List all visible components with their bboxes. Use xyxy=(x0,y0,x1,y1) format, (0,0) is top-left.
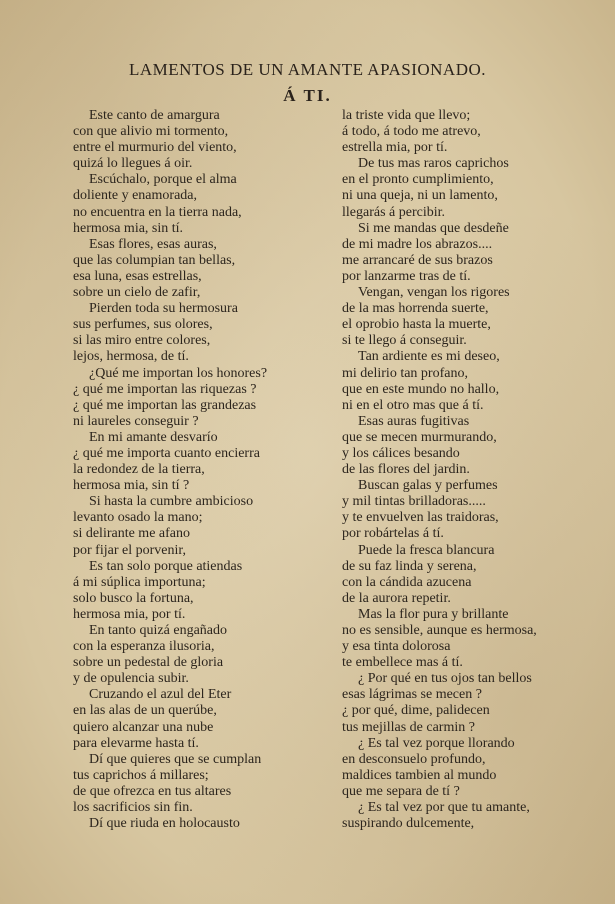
verse-line: con la esperanza ilusoria, xyxy=(73,639,215,655)
verse-line: Si hasta la cumbre ambicioso xyxy=(89,494,254,510)
poem-title: LAMENTOS DE UN AMANTE APASIONADO. xyxy=(129,60,486,79)
verse-line: Tan ardiente es mi deseo, xyxy=(358,349,500,365)
verse-line: Dí que quieres que se cumplan xyxy=(89,751,262,767)
verse-line: si las miro entre colores, xyxy=(73,333,211,349)
verse-line: en desconsuelo profundo, xyxy=(342,751,486,767)
verse-line: que me separa de tí ? xyxy=(342,783,460,799)
verse-line: Puede la fresca blancura xyxy=(358,542,495,558)
verse-line: llegarás á percibir. xyxy=(342,204,446,220)
verse-line: ¿ qué me importan las riquezas ? xyxy=(73,381,257,397)
verse-line: Es tan solo porque atiendas xyxy=(89,558,243,574)
verse-line: si delirante me afano xyxy=(73,526,191,542)
verse-line: De tus mas raros caprichos xyxy=(358,156,509,172)
verse-line: levanto osado la mano; xyxy=(73,510,203,526)
verse-line: mi delirio tan profano, xyxy=(342,365,468,381)
verse-line: la redondez de la tierra, xyxy=(73,462,205,478)
verse-line: hermosa mia, por tí. xyxy=(73,606,186,622)
left-column xyxy=(73,108,313,832)
verse-line: tus mejillas de carmin ? xyxy=(342,719,475,735)
verse-line: quiero alcanzar una nube xyxy=(73,719,214,735)
verse-line: Esas flores, esas auras, xyxy=(89,236,217,252)
verse-line: de la aurora repetir. xyxy=(342,590,451,606)
verse-line: lejos, hermosa, de tí. xyxy=(73,349,189,365)
verse-line: Mas la flor pura y brillante xyxy=(358,606,509,622)
verse-line: con la cándida azucena xyxy=(342,574,472,590)
verse-line: maldices tambien al mundo xyxy=(342,767,497,783)
verse-line: con que alivio mi tormento, xyxy=(73,124,229,140)
verse-line: Si me mandas que desdeñe xyxy=(358,220,509,236)
verse-line: Cruzando el azul del Eter xyxy=(89,687,232,703)
verse-line: ¿ qué me importan las grandezas xyxy=(73,397,257,413)
verse-line: ¿ Es tal vez porque llorando xyxy=(358,735,515,751)
verse-line: Escúchalo, porque el alma xyxy=(89,172,237,188)
verse-line: el oprobio hasta la muerte, xyxy=(342,317,491,333)
verse-line: ¿ Es tal vez por que tu amante, xyxy=(358,800,530,816)
verse-line: ¿ por qué, dime, palidecen xyxy=(342,703,490,719)
verse-line: entre el murmurio del viento, xyxy=(73,140,237,156)
verse-line: y los cálices besando xyxy=(342,445,460,461)
verse-line: ¿ Por qué en tus ojos tan bellos xyxy=(358,671,532,687)
verse-line: sobre un pedestal de gloria xyxy=(73,655,224,671)
verse-line: á todo, á todo me atrevo, xyxy=(342,124,481,140)
verse-line: Vengan, vengan los rigores xyxy=(358,285,510,301)
verse-line: y te envuelven las traidoras, xyxy=(342,510,499,526)
right-column xyxy=(342,108,592,832)
verse-line: tus caprichos á millares; xyxy=(73,767,209,783)
verse-line: de que ofrezca en tus altares xyxy=(73,783,232,799)
verse-line: Pierden toda su hermosura xyxy=(89,301,238,317)
verse-line: en el pronto cumplimiento, xyxy=(342,172,494,188)
verse-line: te embellece mas á tí. xyxy=(342,655,463,671)
verse-line: no encuentra en la tierra nada, xyxy=(73,204,242,220)
verse-line: por robártelas á tí. xyxy=(342,526,444,542)
verse-line: hermosa mia, sin tí. xyxy=(73,220,184,236)
verse-line: por fijar el porvenir, xyxy=(73,542,186,558)
verse-line: me arrancaré de sus brazos xyxy=(342,252,493,268)
poem-dedication: Á TI. xyxy=(283,86,332,105)
verse-line: sus perfumes, sus olores, xyxy=(73,317,213,333)
verse-line: Este canto de amargura xyxy=(89,108,220,123)
verse-line: doliente y enamorada, xyxy=(73,188,198,204)
verse-line: ¿Qué me importan los honores? xyxy=(89,365,268,381)
verse-line: sobre un cielo de zafir, xyxy=(73,285,201,301)
verse-line: si te llego á conseguir. xyxy=(342,333,467,349)
verse-line: en las alas de un querúbe, xyxy=(73,703,217,719)
verse-line: Buscan galas y perfumes xyxy=(358,478,498,494)
verse-line: suspirando dulcemente, xyxy=(342,816,475,832)
verse-line: esas lágrimas se mecen ? xyxy=(342,687,482,703)
verse-line: hermosa mia, sin tí ? xyxy=(73,478,190,494)
verse-line: esa luna, esas estrellas, xyxy=(73,268,202,284)
verse-line: los sacrificios sin fin. xyxy=(73,800,193,816)
verse-line: la triste vida que llevo; xyxy=(342,108,471,123)
verse-line: ¿ qué me importa cuanto encierra xyxy=(73,445,260,461)
verse-line: solo busco la fortuna, xyxy=(73,590,194,606)
verse-line: quizá lo llegues á oir. xyxy=(73,156,193,172)
verse-line: de mi madre los abrazos.... xyxy=(342,236,493,252)
verse-line: que en este mundo no hallo, xyxy=(342,381,500,397)
verse-line: ni en el otro mas que á tí. xyxy=(342,397,484,413)
verse-line: que se mecen murmurando, xyxy=(342,429,497,445)
verse-line: no es sensible, aunque es hermosa, xyxy=(342,623,537,638)
verse-line: y mil tintas brilladoras..... xyxy=(342,494,486,510)
verse-line: En mi amante desvarío xyxy=(89,429,218,445)
verse-line: ni una queja, ni un lamento, xyxy=(342,188,498,204)
verse-line: y esa tinta dolorosa xyxy=(342,639,451,655)
verse-line: para elevarme hasta tí. xyxy=(73,735,199,751)
verse-line: y de opulencia subir. xyxy=(73,671,189,687)
verse-line: que las columpian tan bellas, xyxy=(73,252,236,268)
verse-line: Dí que riuda en holocausto xyxy=(89,816,240,832)
verse-line: En tanto quizá engañado xyxy=(89,623,228,638)
verse-line: estrella mia, por tí. xyxy=(342,140,448,156)
verse-line: á mi súplica importuna; xyxy=(73,574,206,590)
verse-line: de las flores del jardin. xyxy=(342,462,470,478)
verse-line: de su faz linda y serena, xyxy=(342,558,477,574)
verse-line: Esas auras fugitivas xyxy=(358,413,470,429)
verse-line: ni laureles conseguir ? xyxy=(73,413,199,429)
verse-line: de la mas horrenda suerte, xyxy=(342,301,489,317)
verse-line: por lanzarme tras de tí. xyxy=(342,268,471,284)
